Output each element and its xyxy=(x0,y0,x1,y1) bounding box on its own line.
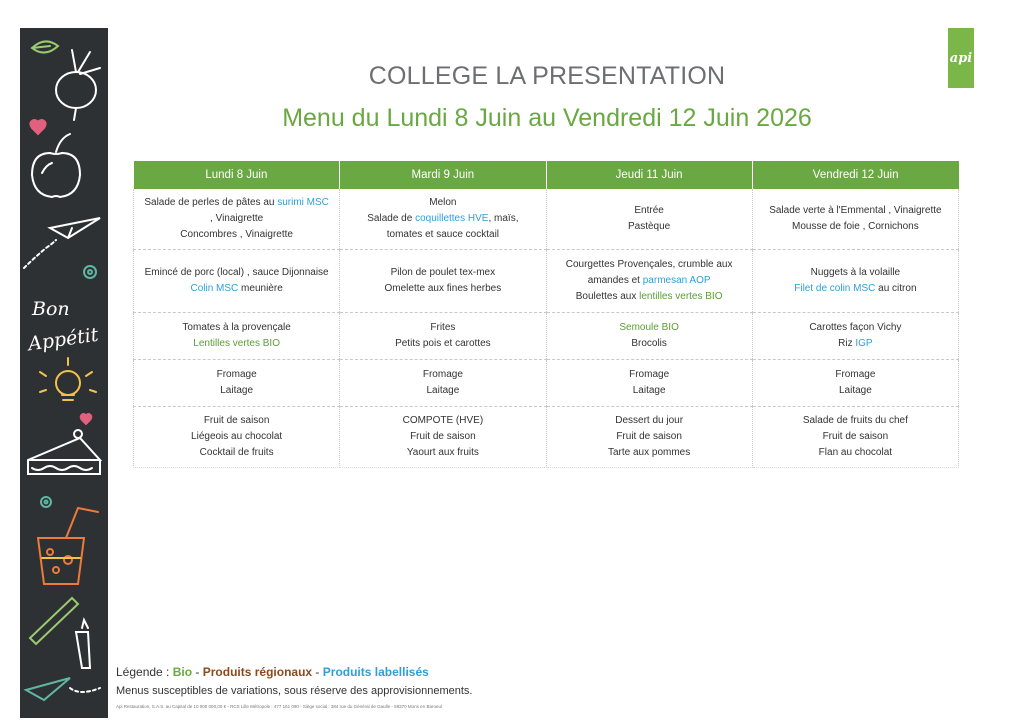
menu-line xyxy=(553,257,746,273)
menu-line xyxy=(346,227,539,243)
side-dish-row xyxy=(134,313,959,360)
dish-text: Flan au chocolat xyxy=(818,447,893,458)
menu-cell xyxy=(752,313,958,360)
weekly-menu-table xyxy=(133,161,959,468)
menu-cell xyxy=(546,407,752,468)
day-header: Mardi 9 Juin xyxy=(340,161,546,189)
legend xyxy=(116,665,429,679)
dish-text: , maïs, xyxy=(488,213,519,224)
dish-text: Fromage xyxy=(629,369,670,380)
menu-line xyxy=(759,219,952,235)
menu-cell xyxy=(340,407,546,468)
menu-cell xyxy=(340,250,546,313)
dish-text: Fromage xyxy=(422,369,463,380)
dish-text: Entrée xyxy=(634,205,664,216)
dish-text: Fromage xyxy=(835,369,876,380)
menu-line xyxy=(553,289,746,305)
legend-prefix: Légende : xyxy=(116,665,173,679)
menu-line xyxy=(759,203,952,219)
menu-cell xyxy=(546,360,752,407)
menu-line xyxy=(346,413,539,429)
menu-line xyxy=(346,265,539,281)
dish-text: Riz xyxy=(838,338,856,349)
menu-cell xyxy=(752,250,958,313)
menu-line xyxy=(759,367,952,383)
leaf-icon xyxy=(32,41,58,52)
paper-plane-icon-2 xyxy=(26,678,100,700)
dish-text: Brocolis xyxy=(631,338,667,349)
menu-cell xyxy=(546,189,752,250)
menu-line xyxy=(759,429,952,445)
menu-cell xyxy=(340,189,546,250)
legal-footer: Api Restauration, S.A.S. au Capital de 10 000 000,00 € - RCS Lille Métropole : 477 161 090 - Siège social : 384 rue du Général de Gaulle - 59370 Mons en Baroeul xyxy=(116,704,442,709)
dish-text: Salade de xyxy=(367,213,416,224)
menu-cell xyxy=(546,250,752,313)
lightbulb-icon xyxy=(40,358,96,400)
labelled-product: lentilles vertes BIO xyxy=(639,291,723,302)
menu-line xyxy=(759,320,952,336)
menu-cell xyxy=(134,189,340,250)
dish-text: Yaourt aux fruits xyxy=(406,447,479,458)
menu-line xyxy=(140,367,333,383)
dessert-row xyxy=(134,407,959,468)
dish-text: Dessert du jour xyxy=(615,415,684,426)
menu-line xyxy=(140,320,333,336)
legend-separator: - xyxy=(312,665,323,679)
menu-cell xyxy=(134,360,340,407)
dish-text: Carottes façon Vichy xyxy=(809,322,902,333)
menu-line xyxy=(140,195,333,211)
dish-text: Nuggets à la volaille xyxy=(810,267,901,278)
slogan-appetit: Appétit xyxy=(26,323,100,356)
menu-line xyxy=(346,211,539,227)
pencil-icon xyxy=(30,598,90,668)
dish-text: Pilon de poulet tex-mex xyxy=(390,267,496,278)
menu-line xyxy=(759,265,952,281)
menu-line xyxy=(346,429,539,445)
day-header-row xyxy=(134,161,959,189)
menu-line xyxy=(140,336,333,352)
page-title: COLLEGE LA PRESENTATION xyxy=(368,62,726,90)
paper-plane-icon xyxy=(24,218,100,268)
dish-text: Salade de fruits du chef xyxy=(802,415,908,426)
dish-text: Cocktail de fruits xyxy=(199,447,274,458)
menu-line xyxy=(553,445,746,461)
day-header: Vendredi 12 Juin xyxy=(752,161,958,189)
legend-labels: Produits labellisés xyxy=(322,665,429,679)
cake-slice-icon xyxy=(28,430,100,474)
dish-text: Fromage xyxy=(216,369,257,380)
legend-separator: - xyxy=(192,665,203,679)
labelled-product: Filet de colin MSC xyxy=(794,283,876,294)
menu-line xyxy=(346,195,539,211)
menu-line xyxy=(759,383,952,399)
menu-cell xyxy=(340,360,546,407)
apple-icon xyxy=(32,134,80,197)
dish-text: Laitage xyxy=(426,385,460,396)
menu-line xyxy=(140,281,333,297)
dish-text: Liégeois au chocolat xyxy=(191,431,283,442)
menu-line xyxy=(759,281,952,297)
dish-text: Fruit de saison xyxy=(410,431,476,442)
menu-line xyxy=(346,336,539,352)
dish-text: Petits pois et carottes xyxy=(395,338,491,349)
menu-line xyxy=(140,227,333,243)
day-header: Lundi 8 Juin xyxy=(134,161,340,189)
dish-text: Fruit de saison xyxy=(616,431,682,442)
menu-line xyxy=(140,429,333,445)
dish-text: Concombres , Vinaigrette xyxy=(180,229,293,240)
dish-text: amandes et xyxy=(587,275,643,286)
dish-text: Melon xyxy=(429,197,457,208)
dish-text: Laitage xyxy=(838,385,872,396)
dish-text: Courgettes Provençales, crumble aux xyxy=(565,259,733,270)
menu-line xyxy=(346,367,539,383)
main-course-row xyxy=(134,250,959,313)
menu-line xyxy=(759,445,952,461)
menu-line xyxy=(140,413,333,429)
labelled-product: Lentilles vertes BIO xyxy=(193,338,280,349)
labelled-product: Colin MSC xyxy=(190,283,239,294)
menu-cell xyxy=(752,189,958,250)
dish-text: Laitage xyxy=(632,385,666,396)
menu-line xyxy=(346,445,539,461)
legend-regional: Produits régionaux xyxy=(202,665,313,679)
labelled-product: surimi MSC xyxy=(277,197,329,208)
menu-cell xyxy=(340,313,546,360)
dish-text: Fruit de saison xyxy=(203,415,270,426)
labelled-product: parmesan AOP xyxy=(642,275,711,286)
menu-line xyxy=(140,265,333,281)
heart-icon-small xyxy=(81,414,92,424)
menu-line xyxy=(346,320,539,336)
menu-line xyxy=(759,336,952,352)
menu-line xyxy=(140,211,333,227)
dish-text: Omelette aux fines herbes xyxy=(384,283,502,294)
menu-cell xyxy=(134,313,340,360)
dish-text: Boulettes aux xyxy=(575,291,640,302)
dish-text: , Vinaigrette xyxy=(210,213,264,224)
gear-icon-small xyxy=(41,497,51,507)
menu-line xyxy=(553,320,746,336)
dish-text: Frites xyxy=(430,322,456,333)
menu-line xyxy=(553,429,746,445)
menu-cell xyxy=(752,360,958,407)
day-header: Jeudi 11 Juin xyxy=(546,161,752,189)
dairy-row xyxy=(134,360,959,407)
dish-text: tomates et sauce cocktail xyxy=(386,229,500,240)
labelled-product: coquillettes HVE xyxy=(415,213,489,224)
supply-note: Menus susceptibles de variations, sous réserve des approvisionnements. xyxy=(116,685,473,697)
menu-line xyxy=(140,383,333,399)
menu-cell xyxy=(134,250,340,313)
dish-text: au citron xyxy=(875,283,917,294)
dish-text: Pastèque xyxy=(627,221,671,232)
menu-line xyxy=(759,413,952,429)
dish-text: Salade de perles de pâtes au xyxy=(144,197,278,208)
legend-bio: Bio xyxy=(172,665,193,679)
menu-line xyxy=(346,383,539,399)
menu-line xyxy=(553,273,746,289)
starter-row xyxy=(134,189,959,250)
menu-cell xyxy=(134,407,340,468)
dish-text: Salade verte à l'Emmental , Vinaigrette xyxy=(769,205,942,216)
menu-line xyxy=(553,203,746,219)
menu-line xyxy=(553,383,746,399)
dish-text: Mousse de foie , Cornichons xyxy=(792,221,919,232)
dish-text: Fruit de saison xyxy=(822,431,889,442)
page-subtitle: Menu du Lundi 8 Juin au Vendredi 12 Juin 2026 xyxy=(282,104,812,132)
labelled-product: IGP xyxy=(855,338,873,349)
dish-text: Tarte aux pommes xyxy=(607,447,691,458)
api-logo: api xyxy=(948,28,974,88)
menu-cell xyxy=(546,313,752,360)
menu-cell xyxy=(752,407,958,468)
menu-line xyxy=(553,219,746,235)
menu-line xyxy=(140,445,333,461)
dish-text: Laitage xyxy=(220,385,254,396)
slogan-bon: Bon xyxy=(32,298,70,320)
dish-text: Tomates à la provençale xyxy=(182,322,291,333)
menu-line xyxy=(553,367,746,383)
menu-line xyxy=(553,413,746,429)
drink-cup-icon xyxy=(38,508,98,584)
dish-text: Emincé de porc (local) , sauce Dijonnaise xyxy=(144,267,329,278)
dish-text: COMPOTE (HVE) xyxy=(402,415,484,426)
menu-line xyxy=(346,281,539,297)
gear-icon xyxy=(84,266,96,278)
menu-line xyxy=(553,336,746,352)
dish-text: meunière xyxy=(238,283,283,294)
labelled-product: Semoule BIO xyxy=(619,322,679,333)
